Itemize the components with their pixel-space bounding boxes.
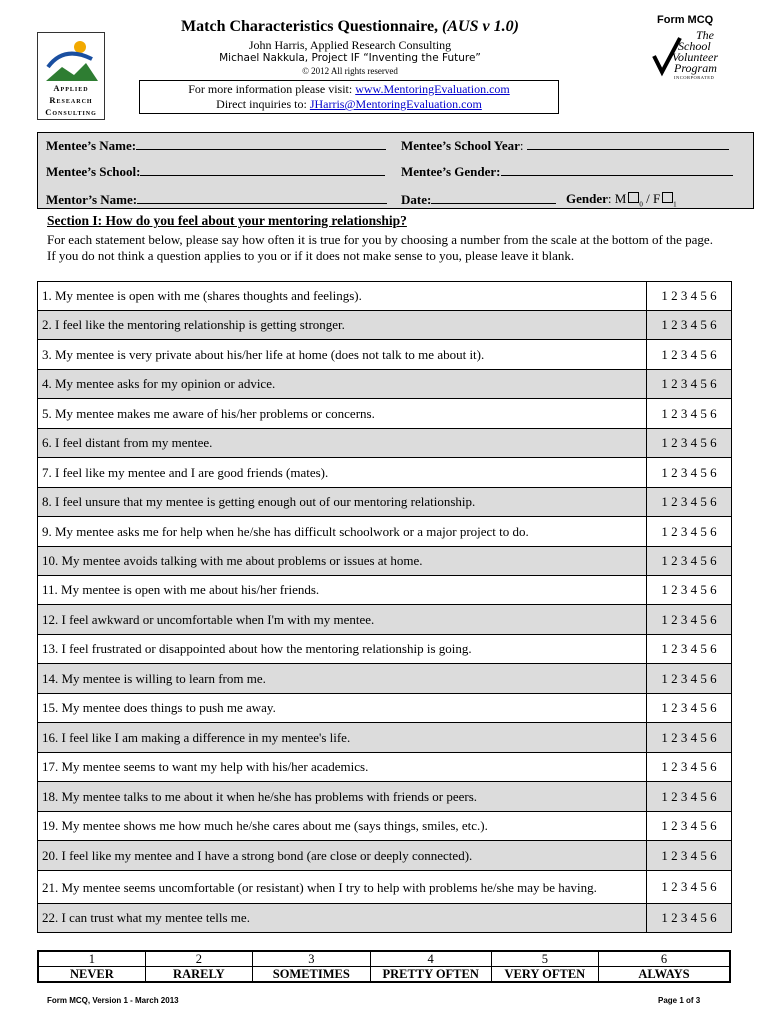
rating-options[interactable]: 1 2 3 4 5 6: [647, 282, 732, 311]
mentee-school-field[interactable]: [46, 163, 385, 180]
gender-m: M: [614, 191, 627, 206]
response-scale: [37, 950, 731, 983]
table-row: [38, 605, 732, 635]
scale-label: NEVER: [38, 967, 145, 983]
svp-line-5: INCORPORATED: [674, 75, 715, 80]
form-title: [140, 18, 560, 36]
question-text: 7. I feel like my mentee and I are good friends (mates).: [38, 458, 647, 488]
table-row: [38, 753, 732, 782]
scale-label: RARELY: [145, 967, 252, 983]
form-version: (AUS v 1.0): [442, 18, 519, 35]
rating-options[interactable]: 1 2 3 4 5 6: [647, 488, 732, 517]
table-row: [38, 782, 732, 812]
rating-options[interactable]: 1 2 3 4 5 6: [647, 871, 732, 904]
rating-options[interactable]: 1 2 3 4 5 6: [647, 904, 732, 933]
info-line: [140, 82, 558, 97]
logo-graphic-icon: [44, 37, 100, 83]
form-code: Form MCQ: [657, 14, 714, 26]
svp-line-4: Program: [674, 61, 717, 75]
table-row: [38, 635, 732, 664]
table-row: [38, 311, 732, 340]
question-text: 4. My mentee asks for my opinion or advice.: [38, 370, 647, 399]
rating-options[interactable]: 1 2 3 4 5 6: [647, 664, 732, 694]
rating-options[interactable]: 1 2 3 4 5 6: [647, 340, 732, 370]
rating-options[interactable]: 1 2 3 4 5 6: [647, 311, 732, 340]
gender-field: [566, 191, 677, 209]
table-row: [38, 576, 732, 605]
website-link[interactable]: www.MentoringEvaluation.com: [355, 82, 510, 96]
question-text: 8. I feel unsure that my mentee is getting enough out of our mentoring relationship.: [38, 488, 647, 517]
question-text: 19. My mentee shows me how much he/she cares about me (says things, smiles, etc.).: [38, 812, 647, 841]
question-text: 22. I can trust what my mentee tells me.: [38, 904, 647, 933]
inquiry-line: [140, 97, 558, 112]
scale-label: VERY OFTEN: [491, 967, 598, 983]
school-volunteer-program-logo: [652, 28, 732, 86]
author-line-1: John Harris, Applied Research Consulting: [248, 38, 452, 52]
scale-number: 6: [598, 951, 730, 967]
colon: :: [519, 138, 524, 153]
svp-line-1: The: [696, 28, 714, 42]
question-text: 12. I feel awkward or uncomfortable when I'm with my mentee.: [38, 605, 647, 635]
mentee-name-field[interactable]: [46, 137, 386, 154]
questions-table: [37, 281, 732, 933]
date-field[interactable]: [401, 191, 556, 208]
date-label: Date:: [401, 192, 432, 207]
logo-line-3: Consulting: [45, 107, 97, 117]
gender-f: / F: [646, 191, 661, 206]
scale-number: 3: [253, 951, 371, 967]
info-prefix: For more information please visit:: [188, 82, 356, 96]
question-text: 16. I feel like I am making a difference in my mentee's life.: [38, 723, 647, 753]
rating-options[interactable]: 1 2 3 4 5 6: [647, 753, 732, 782]
rating-options[interactable]: 1 2 3 4 5 6: [647, 605, 732, 635]
author-line-2: Michael Nakkula, Project IF “Inventing the Future”: [219, 52, 481, 64]
mentor-name-field[interactable]: [46, 191, 387, 208]
mentee-school-year-label: Mentee’s School Year: [401, 138, 520, 153]
rating-options[interactable]: 1 2 3 4 5 6: [647, 576, 732, 605]
table-row: [38, 488, 732, 517]
question-text: 10. My mentee avoids talking with me about problems or issues at home.: [38, 547, 647, 576]
rating-options[interactable]: 1 2 3 4 5 6: [647, 635, 732, 664]
question-text: 6. I feel distant from my mentee.: [38, 429, 647, 458]
rating-options[interactable]: 1 2 3 4 5 6: [647, 782, 732, 812]
mentee-info-panel: [37, 132, 754, 209]
table-row: [38, 904, 732, 933]
gender-m-code: 0: [639, 200, 643, 209]
table-row: [38, 517, 732, 547]
table-row: [38, 723, 732, 753]
question-text: 9. My mentee asks me for help when he/she has difficult schoolwork or a major project to do.: [38, 517, 647, 547]
scale-label: SOMETIMES: [253, 967, 371, 983]
table-row: [38, 429, 732, 458]
question-text: 13. I feel frustrated or disappointed about how the mentoring relationship is going.: [38, 635, 647, 664]
question-text: 5. My mentee makes me aware of his/her problems or concerns.: [38, 399, 647, 429]
question-text: 3. My mentee is very private about his/her life at home (does not talk to me about it).: [38, 340, 647, 370]
scale-label: PRETTY OFTEN: [370, 967, 491, 983]
scale-number: 4: [370, 951, 491, 967]
rating-options[interactable]: 1 2 3 4 5 6: [647, 517, 732, 547]
scale-number: 5: [491, 951, 598, 967]
rating-options[interactable]: 1 2 3 4 5 6: [647, 458, 732, 488]
logo-line-1: Applied: [53, 83, 89, 93]
gender-f-code: 1: [673, 200, 677, 209]
gender-f-checkbox[interactable]: [662, 192, 673, 203]
section-title: Section I: How do you feel about your mentoring relationship?: [47, 213, 407, 228]
inquiry-prefix: Direct inquiries to:: [216, 97, 310, 111]
table-row: [38, 871, 732, 904]
svp-line-3: Volunteer: [672, 50, 718, 64]
info-box: [139, 80, 559, 114]
rating-options[interactable]: 1 2 3 4 5 6: [647, 429, 732, 458]
mentee-gender-field[interactable]: [401, 163, 733, 180]
rating-options[interactable]: 1 2 3 4 5 6: [647, 694, 732, 723]
form-title-text: Match Characteristics Questionnaire,: [181, 18, 439, 35]
copyright: © 2012 All rights reserved: [302, 66, 398, 76]
question-text: 15. My mentee does things to push me away.: [38, 694, 647, 723]
mentor-name-label: Mentor’s Name:: [46, 192, 138, 207]
gender-label: Gender: [566, 191, 608, 206]
table-row: [38, 694, 732, 723]
gender-m-checkbox[interactable]: [628, 192, 639, 203]
question-text: 21. My mentee seems uncomfortable (or resistant) when I try to help with problems he/she may be having.: [38, 871, 647, 904]
question-text: 17. My mentee seems to want my help with his/her academics.: [38, 753, 647, 782]
mentee-school-year-field[interactable]: [401, 137, 729, 154]
footer-version: Form MCQ, Version 1 - March 2013: [47, 996, 179, 1005]
table-row: [38, 340, 732, 370]
table-row: [38, 812, 732, 841]
svp-line-2: School: [678, 39, 711, 53]
question-text: 2. I feel like the mentoring relationship is getting stronger.: [38, 311, 647, 340]
question-text: 20. I feel like my mentee and I have a strong bond (are close or deeply connected).: [38, 841, 647, 871]
email-link[interactable]: JHarris@MentoringEvaluation.com: [309, 97, 482, 111]
mentee-school-label: Mentee’s School:: [46, 164, 141, 179]
scale-number: 1: [38, 951, 145, 967]
table-row: [38, 664, 732, 694]
table-row: [38, 458, 732, 488]
scale-label: ALWAYS: [598, 967, 730, 983]
table-row: [38, 282, 732, 311]
table-row: [38, 399, 732, 429]
question-text: 18. My mentee talks to me about it when he/she has problems with friends or peers.: [38, 782, 647, 812]
scale-number: 2: [145, 951, 252, 967]
question-text: 11. My mentee is open with me about his/her friends.: [38, 576, 647, 605]
table-row: [38, 370, 732, 399]
rating-options[interactable]: 1 2 3 4 5 6: [647, 812, 732, 841]
question-text: 14. My mentee is willing to learn from me.: [38, 664, 647, 694]
rating-options[interactable]: 1 2 3 4 5 6: [647, 841, 732, 871]
rating-options[interactable]: 1 2 3 4 5 6: [647, 399, 732, 429]
colon: :: [607, 191, 612, 206]
footer-page: Page 1 of 3: [658, 996, 701, 1005]
rating-options[interactable]: 1 2 3 4 5 6: [647, 370, 732, 399]
applied-research-logo: [37, 32, 105, 120]
table-row: [38, 841, 732, 871]
section-instructions: For each statement below, please say how often it is true for you by choosing a number from the scale at the bottom of the page. If you do not think a question applies to you or if it does not make sense to you, please leave it blank.: [47, 232, 713, 263]
table-row: [38, 547, 732, 576]
mentee-gender-label: Mentee’s Gender:: [401, 164, 501, 179]
rating-options[interactable]: 1 2 3 4 5 6: [647, 547, 732, 576]
mentee-name-label: Mentee’s Name:: [46, 138, 137, 153]
rating-options[interactable]: 1 2 3 4 5 6: [647, 723, 732, 753]
question-text: 1. My mentee is open with me (shares thoughts and feelings).: [38, 282, 647, 311]
logo-line-2: Research: [49, 95, 93, 105]
